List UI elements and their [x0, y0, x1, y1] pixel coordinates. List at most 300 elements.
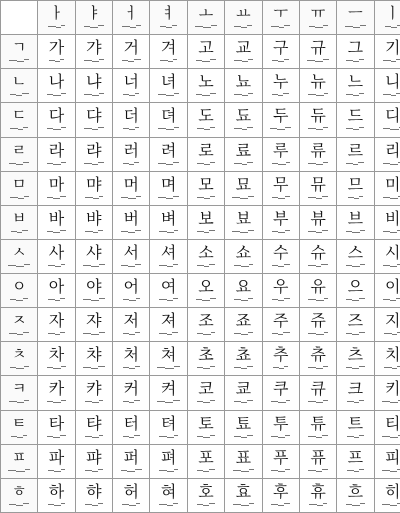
syllable-cell — [187, 376, 224, 410]
romanization-scribble — [195, 24, 218, 30]
syllable-cell — [225, 103, 262, 137]
syllable-cell — [75, 137, 112, 171]
syllable-cell — [374, 103, 400, 137]
syllable-cell — [187, 342, 224, 376]
syllable-glyph: 뷰 — [300, 210, 336, 227]
romanization-scribble — [120, 92, 143, 98]
syllable-glyph: 조 — [188, 312, 224, 329]
syllable-glyph: 피 — [375, 449, 400, 466]
romanization-scribble — [382, 434, 400, 440]
syllable-cell — [187, 69, 224, 103]
syllable-row — [1, 410, 400, 444]
syllable-cell — [262, 171, 299, 205]
syllable-cell — [299, 171, 336, 205]
romanization-scribble — [382, 195, 400, 201]
romanization-scribble — [382, 126, 400, 132]
syllable-cell — [262, 478, 299, 512]
consonant-glyph: ㅂ — [1, 210, 37, 227]
syllable-cell — [299, 103, 336, 137]
syllable-glyph: 오 — [188, 278, 224, 295]
romanization-scribble — [195, 229, 218, 235]
syllable-glyph: 프 — [337, 449, 373, 466]
syllable-cell — [38, 137, 75, 171]
consonant-glyph: ㅎ — [1, 483, 37, 500]
syllable-glyph: 니 — [375, 73, 400, 90]
romanization-scribble — [45, 229, 68, 235]
syllable-glyph: 먀 — [76, 176, 112, 193]
romanization-scribble — [307, 434, 330, 440]
romanization-scribble — [307, 24, 330, 30]
syllable-cell — [299, 308, 336, 342]
romanization-scribble — [382, 263, 400, 269]
consonant-header-cell — [1, 103, 38, 137]
syllable-cell — [150, 308, 187, 342]
romanization-scribble — [120, 58, 143, 64]
syllable-glyph: 마 — [38, 176, 74, 193]
syllable-cell — [337, 69, 374, 103]
romanization-scribble — [83, 331, 106, 337]
romanization-scribble — [195, 502, 218, 508]
syllable-cell — [38, 205, 75, 239]
romanization-scribble — [232, 468, 255, 474]
vowel-header-cell — [187, 1, 224, 35]
vowel-header-cell — [150, 1, 187, 35]
syllable-cell — [299, 239, 336, 273]
vowel-header-cell — [262, 1, 299, 35]
syllable-glyph: 며 — [150, 176, 186, 193]
syllable-row — [1, 274, 400, 308]
syllable-cell — [187, 478, 224, 512]
syllable-glyph: 므 — [337, 176, 373, 193]
romanization-scribble — [83, 58, 106, 64]
romanization-scribble — [8, 468, 31, 474]
syllable-glyph: 규 — [300, 39, 336, 56]
romanization-scribble — [83, 195, 106, 201]
romanization-scribble — [269, 126, 292, 132]
syllable-glyph: 캬 — [76, 380, 112, 397]
romanization-scribble — [195, 365, 218, 371]
syllable-cell — [262, 205, 299, 239]
syllable-glyph: 비 — [375, 210, 400, 227]
romanization-scribble — [307, 161, 330, 167]
romanization-scribble — [120, 502, 143, 508]
romanization-scribble — [307, 229, 330, 235]
romanization-scribble — [120, 24, 143, 30]
romanization-scribble — [269, 161, 292, 167]
syllable-cell — [299, 35, 336, 69]
romanization-scribble — [269, 297, 292, 303]
syllable-glyph: 효 — [225, 483, 261, 500]
romanization-scribble — [269, 58, 292, 64]
syllable-glyph: 뮤 — [300, 176, 336, 193]
romanization-scribble — [45, 331, 68, 337]
romanization-scribble — [232, 229, 255, 235]
consonant-glyph: ㄴ — [1, 73, 37, 90]
syllable-row — [1, 137, 400, 171]
syllable-glyph: 가 — [38, 39, 74, 56]
syllable-cell — [38, 410, 75, 444]
romanization-scribble — [344, 161, 367, 167]
syllable-cell — [337, 35, 374, 69]
romanization-scribble — [8, 58, 31, 64]
vowel-glyph: ㅓ — [113, 5, 149, 22]
syllable-glyph: 벼 — [150, 210, 186, 227]
syllable-glyph: 무 — [263, 176, 299, 193]
syllable-glyph: 샤 — [76, 244, 112, 261]
syllable-cell — [75, 103, 112, 137]
syllable-glyph: 투 — [263, 415, 299, 432]
syllable-glyph: 이 — [375, 278, 400, 295]
syllable-glyph: 브 — [337, 210, 373, 227]
romanization-scribble — [195, 399, 218, 405]
syllable-cell — [374, 308, 400, 342]
consonant-header-cell — [1, 376, 38, 410]
romanization-scribble — [157, 24, 180, 30]
syllable-cell — [38, 376, 75, 410]
syllable-glyph: 로 — [188, 142, 224, 159]
syllable-glyph: 죠 — [225, 312, 261, 329]
vowel-glyph: ㅛ — [225, 5, 261, 22]
syllable-cell — [337, 205, 374, 239]
syllable-glyph: 유 — [300, 278, 336, 295]
syllable-cell — [374, 35, 400, 69]
syllable-cell — [113, 444, 150, 478]
syllable-glyph: 더 — [113, 107, 149, 124]
vowel-glyph: ㅡ — [337, 5, 373, 22]
syllable-cell — [150, 478, 187, 512]
syllable-cell — [187, 444, 224, 478]
syllable-glyph: 두 — [263, 107, 299, 124]
syllable-glyph: 휴 — [300, 483, 336, 500]
syllable-glyph: 즈 — [337, 312, 373, 329]
romanization-scribble — [232, 502, 255, 508]
syllable-glyph: 뉴 — [300, 73, 336, 90]
consonant-header-cell — [1, 444, 38, 478]
romanization-scribble — [157, 58, 180, 64]
romanization-scribble — [307, 58, 330, 64]
romanization-scribble — [8, 502, 31, 508]
romanization-scribble — [269, 331, 292, 337]
syllable-cell — [225, 35, 262, 69]
romanization-scribble — [120, 399, 143, 405]
syllable-glyph: 푸 — [263, 449, 299, 466]
romanization-scribble — [307, 92, 330, 98]
vowel-header-cell — [75, 1, 112, 35]
romanization-scribble — [269, 92, 292, 98]
romanization-scribble — [157, 161, 180, 167]
syllable-glyph: 쿄 — [225, 380, 261, 397]
syllable-cell — [38, 103, 75, 137]
syllable-cell — [150, 69, 187, 103]
syllable-glyph: 켜 — [150, 380, 186, 397]
syllable-glyph: 탸 — [76, 415, 112, 432]
syllable-cell — [262, 69, 299, 103]
syllable-glyph: 쇼 — [225, 244, 261, 261]
vowel-header-cell — [337, 1, 374, 35]
syllable-cell — [75, 35, 112, 69]
romanization-scribble — [195, 331, 218, 337]
romanization-scribble — [45, 365, 68, 371]
syllable-glyph: 쿠 — [263, 380, 299, 397]
syllable-cell — [262, 103, 299, 137]
syllable-glyph: 류 — [300, 142, 336, 159]
syllable-cell — [225, 171, 262, 205]
romanization-scribble — [307, 195, 330, 201]
syllable-glyph: 수 — [263, 244, 299, 261]
syllable-cell — [374, 376, 400, 410]
syllable-cell — [299, 137, 336, 171]
romanization-scribble — [8, 399, 31, 405]
syllable-glyph: 요 — [225, 278, 261, 295]
syllable-cell — [38, 274, 75, 308]
syllable-glyph: 지 — [375, 312, 400, 329]
vowel-glyph: ㅏ — [38, 5, 74, 22]
syllable-glyph: 커 — [113, 380, 149, 397]
syllable-glyph: 모 — [188, 176, 224, 193]
romanization-scribble — [382, 58, 400, 64]
syllable-cell — [374, 205, 400, 239]
syllable-cell — [150, 35, 187, 69]
romanization-scribble — [382, 297, 400, 303]
syllable-cell — [299, 410, 336, 444]
syllable-cell — [262, 274, 299, 308]
romanization-scribble — [382, 468, 400, 474]
syllable-glyph: 야 — [76, 278, 112, 295]
syllable-glyph: 교 — [225, 39, 261, 56]
syllable-glyph: 려 — [150, 142, 186, 159]
romanization-scribble — [8, 263, 31, 269]
romanization-scribble — [269, 24, 292, 30]
romanization-scribble — [157, 468, 180, 474]
romanization-scribble — [45, 58, 68, 64]
consonant-glyph: ㅈ — [1, 312, 37, 329]
consonant-glyph: ㅌ — [1, 415, 37, 432]
syllable-glyph: 버 — [113, 210, 149, 227]
romanization-scribble — [83, 297, 106, 303]
syllable-glyph: 트 — [337, 415, 373, 432]
syllable-glyph: 르 — [337, 142, 373, 159]
syllable-row — [1, 444, 400, 478]
romanization-scribble — [269, 263, 292, 269]
syllable-glyph: 리 — [375, 142, 400, 159]
consonant-header-cell — [1, 308, 38, 342]
syllable-cell — [113, 342, 150, 376]
chart-body — [1, 1, 400, 513]
romanization-scribble — [232, 399, 255, 405]
syllable-cell — [75, 69, 112, 103]
syllable-cell — [150, 376, 187, 410]
romanization-scribble — [45, 24, 68, 30]
syllable-cell — [150, 444, 187, 478]
syllable-glyph: 우 — [263, 278, 299, 295]
syllable-cell — [374, 342, 400, 376]
syllable-glyph: 스 — [337, 244, 373, 261]
romanization-scribble — [45, 161, 68, 167]
syllable-cell — [299, 376, 336, 410]
syllable-cell — [299, 342, 336, 376]
romanization-scribble — [195, 92, 218, 98]
consonant-header-cell — [1, 171, 38, 205]
syllable-glyph: 츄 — [300, 346, 336, 363]
romanization-scribble — [45, 399, 68, 405]
romanization-scribble — [8, 195, 31, 201]
syllable-cell — [150, 171, 187, 205]
syllable-glyph: 그 — [337, 39, 373, 56]
syllable-glyph: 뱌 — [76, 210, 112, 227]
syllable-glyph: 쵸 — [225, 346, 261, 363]
syllable-cell — [187, 137, 224, 171]
romanization-scribble — [382, 161, 400, 167]
syllable-glyph: 시 — [375, 244, 400, 261]
syllable-glyph: 튜 — [300, 415, 336, 432]
syllable-cell — [187, 35, 224, 69]
syllable-glyph: 노 — [188, 73, 224, 90]
syllable-glyph: 뎌 — [150, 107, 186, 124]
consonant-glyph: ㄷ — [1, 107, 37, 124]
romanization-scribble — [195, 161, 218, 167]
romanization-scribble — [120, 263, 143, 269]
romanization-scribble — [45, 126, 68, 132]
syllable-cell — [75, 308, 112, 342]
romanization-scribble — [232, 161, 255, 167]
syllable-glyph: 퍄 — [76, 449, 112, 466]
syllable-glyph: 뇨 — [225, 73, 261, 90]
syllable-glyph: 펴 — [150, 449, 186, 466]
romanization-scribble — [8, 126, 31, 132]
romanization-scribble — [45, 502, 68, 508]
romanization-scribble — [232, 331, 255, 337]
syllable-glyph: 랴 — [76, 142, 112, 159]
syllable-cell — [262, 308, 299, 342]
syllable-cell — [299, 274, 336, 308]
syllable-cell — [150, 410, 187, 444]
syllable-cell — [374, 410, 400, 444]
romanization-scribble — [307, 126, 330, 132]
consonant-glyph: ㅁ — [1, 176, 37, 193]
syllable-cell — [337, 376, 374, 410]
syllable-glyph: 다 — [38, 107, 74, 124]
romanization-scribble — [307, 502, 330, 508]
vowel-glyph: ㅠ — [300, 5, 336, 22]
syllable-cell — [262, 444, 299, 478]
syllable-cell — [262, 239, 299, 273]
syllable-glyph: 으 — [337, 278, 373, 295]
syllable-glyph: 보 — [188, 210, 224, 227]
romanization-scribble — [382, 92, 400, 98]
romanization-scribble — [344, 297, 367, 303]
consonant-header-cell — [1, 478, 38, 512]
syllable-cell — [38, 69, 75, 103]
syllable-glyph: 포 — [188, 449, 224, 466]
consonant-header-cell — [1, 342, 38, 376]
syllable-glyph: 저 — [113, 312, 149, 329]
syllable-glyph: 듀 — [300, 107, 336, 124]
syllable-cell — [150, 274, 187, 308]
syllable-glyph: 도 — [188, 107, 224, 124]
syllable-cell — [337, 171, 374, 205]
syllable-glyph: 치 — [375, 346, 400, 363]
syllable-glyph: 터 — [113, 415, 149, 432]
romanization-scribble — [120, 229, 143, 235]
syllable-glyph: 고 — [188, 39, 224, 56]
syllable-cell — [75, 444, 112, 478]
romanization-scribble — [269, 229, 292, 235]
romanization-scribble — [45, 92, 68, 98]
syllable-cell — [262, 410, 299, 444]
syllable-cell — [374, 69, 400, 103]
syllable-glyph: 녀 — [150, 73, 186, 90]
consonant-glyph: ㅅ — [1, 244, 37, 261]
syllable-glyph: 져 — [150, 312, 186, 329]
syllable-cell — [337, 239, 374, 273]
syllable-cell — [225, 137, 262, 171]
syllable-row — [1, 308, 400, 342]
vowel-header-cell — [38, 1, 75, 35]
romanization-scribble — [120, 365, 143, 371]
syllable-glyph: 하 — [38, 483, 74, 500]
syllable-cell — [337, 274, 374, 308]
syllable-cell — [113, 69, 150, 103]
syllable-glyph: 서 — [113, 244, 149, 261]
syllable-cell — [150, 239, 187, 273]
romanization-scribble — [344, 434, 367, 440]
syllable-cell — [374, 444, 400, 478]
syllable-row — [1, 35, 400, 69]
romanization-scribble — [157, 195, 180, 201]
syllable-cell — [187, 308, 224, 342]
consonant-glyph: ㅇ — [1, 278, 37, 295]
romanization-scribble — [269, 399, 292, 405]
syllable-glyph: 너 — [113, 73, 149, 90]
syllable-cell — [187, 410, 224, 444]
romanization-scribble — [232, 126, 255, 132]
syllable-glyph: 료 — [225, 142, 261, 159]
syllable-cell — [337, 308, 374, 342]
syllable-cell — [299, 444, 336, 478]
syllable-glyph: 드 — [337, 107, 373, 124]
syllable-cell — [337, 444, 374, 478]
syllable-glyph: 처 — [113, 346, 149, 363]
syllable-cell — [38, 342, 75, 376]
syllable-glyph: 기 — [375, 39, 400, 56]
syllable-cell — [150, 205, 187, 239]
syllable-glyph: 느 — [337, 73, 373, 90]
syllable-glyph: 햐 — [76, 483, 112, 500]
syllable-cell — [113, 239, 150, 273]
romanization-scribble — [157, 331, 180, 337]
syllable-cell — [225, 342, 262, 376]
syllable-glyph: 히 — [375, 483, 400, 500]
romanization-scribble — [157, 263, 180, 269]
consonant-header-cell — [1, 35, 38, 69]
syllable-cell — [75, 274, 112, 308]
syllable-glyph: 셔 — [150, 244, 186, 261]
romanization-scribble — [382, 502, 400, 508]
syllable-cell — [75, 205, 112, 239]
syllable-row — [1, 478, 400, 512]
romanization-scribble — [45, 297, 68, 303]
syllable-glyph: 쥬 — [300, 312, 336, 329]
romanization-scribble — [382, 331, 400, 337]
syllable-glyph: 후 — [263, 483, 299, 500]
romanization-scribble — [45, 434, 68, 440]
romanization-scribble — [344, 365, 367, 371]
romanization-scribble — [120, 297, 143, 303]
romanization-scribble — [382, 399, 400, 405]
romanization-scribble — [157, 365, 180, 371]
romanization-scribble — [8, 434, 31, 440]
romanization-scribble — [269, 434, 292, 440]
